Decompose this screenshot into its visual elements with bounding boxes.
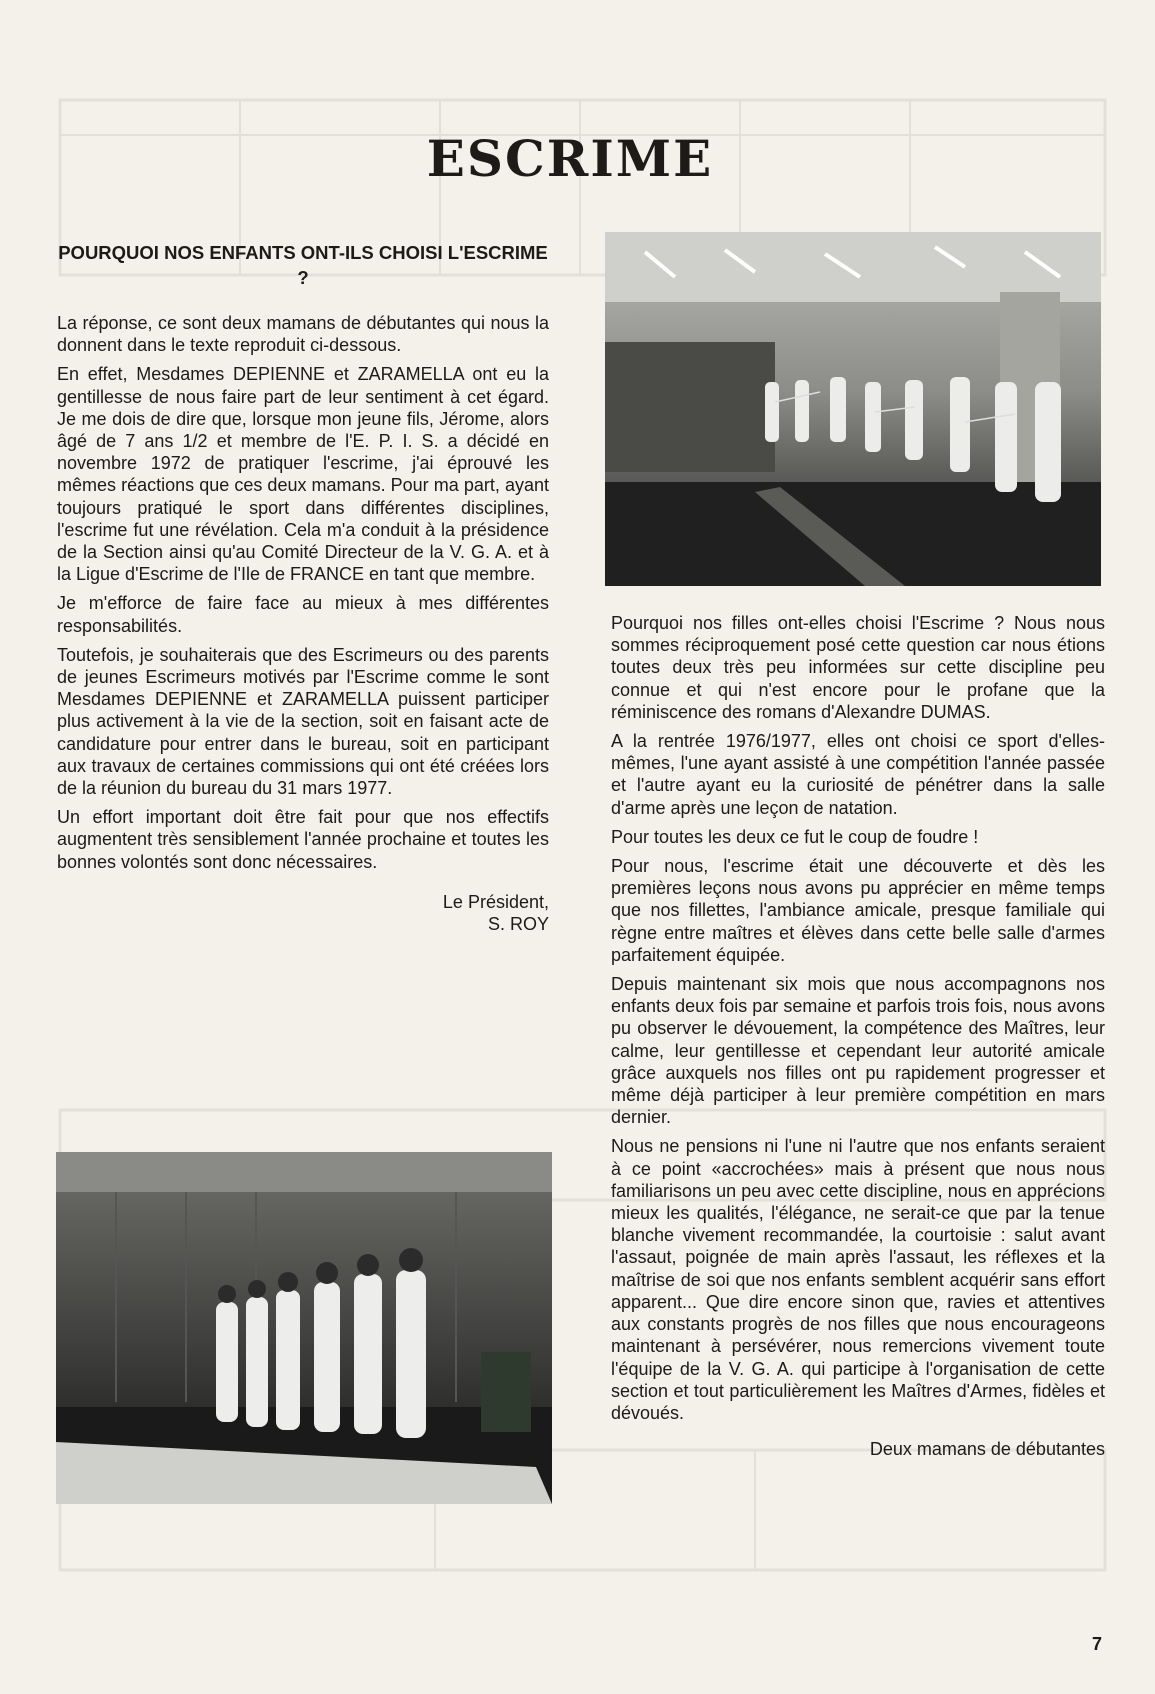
signature-role: Le Président, bbox=[442, 891, 549, 912]
signature-name: S. ROY bbox=[487, 914, 549, 935]
section-heading: POURQUOI NOS ENFANTS ONT-ILS CHOISI L'ESCRIME ? bbox=[58, 242, 548, 288]
photo-group-fencers bbox=[56, 1152, 552, 1504]
paragraph: Je m'efforce de faire face au mieux à mes différentes responsabilités. bbox=[57, 593, 549, 636]
paragraph: Un effort important doit être fait pour que nos effectifs augmentent très sensiblement l'année prochaine et toutes les bonnes volontés sont donc nécessaires. bbox=[57, 807, 549, 872]
paragraph: Depuis maintenant six mois que nous accompagnons nos enfants deux fois par semaine et parfois trois fois, nous avons pu observer le dévouement, la compétence des Maîtres, leur calme, leur gentillesse et cependant leur autorité amicale grâce auxquels nos filles ont pu rapidement progresser et même déjà participer à leur première compétition en mars dernier. bbox=[611, 974, 1105, 1128]
right-column bbox=[611, 612, 1105, 1460]
page-number: 7 bbox=[1092, 1634, 1103, 1654]
president-signature bbox=[57, 891, 549, 935]
page-title: ESCRIME bbox=[426, 129, 714, 188]
paragraph: Toutefois, je souhaiterais que des Escrimeurs ou des parents de jeunes Escrimeurs motivés par l'Escrime comme le sont Mesdames DEPIENNE et ZARAMELLA puissent participer plus activement à la vie de la section, soit en faisant acte de candidature pour entrer dans le bureau, soit en participant aux travaux de certaines commissions qui ont été créées lors de la réunion du bureau du 31 mars 1977. bbox=[57, 644, 549, 799]
photo-fencing-hall bbox=[605, 232, 1101, 586]
paragraph: Pourquoi nos filles ont-elles choisi l'Escrime ? Nous nous sommes réciproquement posé cette question car nous étions toutes deux très peu informées sur cette discipline peu connue et qui n'est encore pour le profane que la réminiscence des romans d'Alexandre DUMAS. bbox=[611, 613, 1105, 722]
paragraph: Pour nous, l'escrime était une découverte et dès les premières leçons nous avons pu apprécier en même temps que nos fillettes, l'ambiance amicale, presque familiale qui règne entre maîtres et élèves dans cette belle salle d'armes parfaitement équipée. bbox=[611, 856, 1105, 965]
paragraph: En effet, Mesdames DEPIENNE et ZARAMELLA ont eu la gentillesse de nous faire part de leur sentiment à cet égard. Je me dois de dire que, lorsque mon jeune fils, Jérome, alors âgé de 7 ans 1/2 et membre de l'E. P. I. S. a décidé en novembre 1972 de pratiquer l'escrime, j'ai éprouvé les mêmes réactions que ces deux mamans. Pour ma part, ayant toujours pratiqué le sport dans différentes disciplines, l'escrime fut une révélation. Cela m'a conduit à la présidence de la Section ainsi qu'au Comité Directeur de la V. G. A. et à la Ligue d'Escrime de l'Ile de FRANCE en tant que membre. bbox=[57, 364, 549, 585]
paragraph: A la rentrée 1976/1977, elles ont choisi ce sport d'elles-mêmes, l'une ayant assisté à une compétition l'année passée et l'autre ayant eu la curiosité de pénétrer dans la salle d'arme après une leçon de natation. bbox=[611, 731, 1105, 818]
paragraph: Pour toutes les deux ce fut le coup de foudre ! bbox=[611, 826, 979, 847]
left-column bbox=[57, 240, 549, 935]
paragraph: La réponse, ce sont deux mamans de débutantes qui nous la donnent dans le texte reproduit ci-dessous. bbox=[57, 313, 549, 356]
mothers-signature: Deux mamans de débutantes bbox=[869, 1439, 1105, 1460]
paragraph: Nous ne pensions ni l'une ni l'autre que nos enfants seraient à ce point «accrochées» mais à présent que nous nous familiarisons un peu avec cette discipline, nous en apprécions mieux les qualités, l'élégance, ne serait-ce que par la tenue blanche vivement recommandée, la courtoisie : salut avant l'assaut, poignée de main après l'assaut, les réflexes et la maîtrise de soi que nos enfants semblent acquérir sans effort apparent... Que dire encore sinon que, ravies et attentives aux constants progrès de nos filles que nous encourageons maintenant à persévérer, nous remercions vivement toute l'équipe de la V. G. A. qui participe à l'organisation de cette section et tout particulièrement les Maîtres d'Armes, fidèles et dévoués. bbox=[611, 1136, 1105, 1423]
